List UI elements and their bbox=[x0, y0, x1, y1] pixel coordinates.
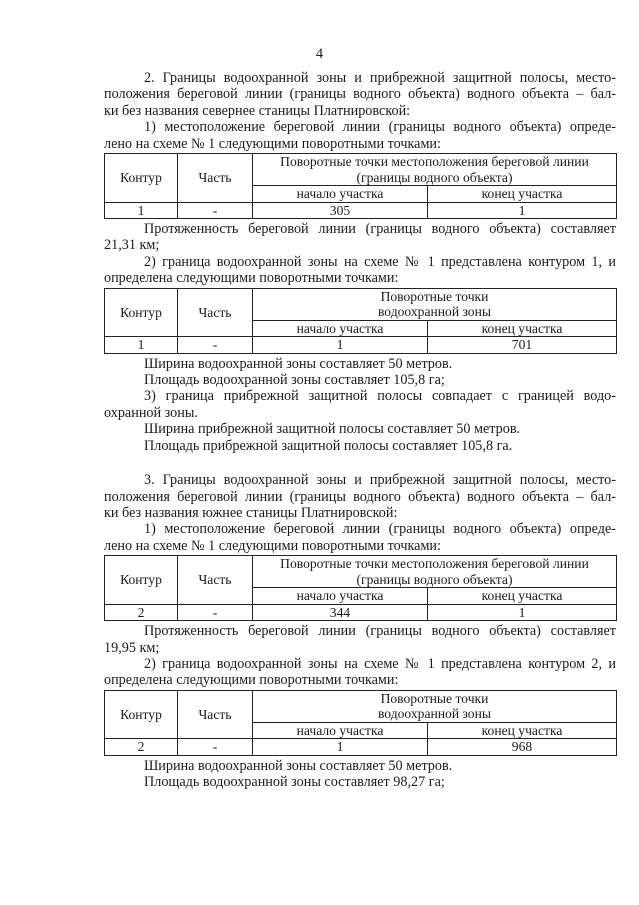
width-text: Ширина водоохранной зоны составляет 50 метров. bbox=[144, 757, 453, 774]
table-row bbox=[105, 337, 617, 354]
shoreline-points-table bbox=[104, 153, 617, 219]
header-line: Поворотные точки местоположения береговой линии bbox=[280, 556, 589, 572]
header-line: Поворотные точки bbox=[380, 288, 489, 304]
length-text: Протяженность береговой линии (границы водного объекта) составляет bbox=[144, 623, 616, 640]
section-2 bbox=[104, 70, 616, 454]
item-text: лено на схеме № 1 следующими поворотными точками: bbox=[104, 537, 441, 554]
col-header-start: начало участка bbox=[253, 588, 428, 605]
col-header-start: начало участка bbox=[253, 320, 428, 337]
cell-end: 1 bbox=[428, 604, 617, 621]
area-text: Площадь прибрежной защитной полосы составляет 105,8 га. bbox=[144, 437, 513, 454]
col-header-part: Часть bbox=[178, 690, 253, 739]
water-zone-points-table bbox=[104, 288, 617, 354]
cell-end: 1 bbox=[428, 202, 617, 219]
item-text: лено на схеме № 1 следующими поворотными точками: bbox=[104, 135, 441, 152]
header-line: Поворотные точки bbox=[380, 690, 489, 706]
shoreline-points-table bbox=[104, 555, 617, 621]
water-zone-points-table bbox=[104, 690, 617, 756]
cell-end: 701 bbox=[428, 337, 617, 354]
table-row bbox=[105, 202, 617, 219]
page-number: 4 bbox=[315, 46, 324, 62]
col-header-points bbox=[253, 556, 617, 588]
item-text: 3) граница прибрежной защитной полосы совпадает с границей водо- bbox=[144, 388, 616, 405]
section-heading-line: положения береговой линии (границы водного объекта) водного объекта – бал- bbox=[104, 488, 616, 505]
col-header-points bbox=[253, 154, 617, 186]
col-header-start: начало участка bbox=[253, 186, 428, 203]
cell-part: - bbox=[178, 604, 253, 621]
col-header-contour: Контур bbox=[105, 556, 178, 605]
item-text: 1) местоположение береговой линии (границы водного объекта) опреде- bbox=[144, 521, 616, 538]
cell-start: 344 bbox=[253, 604, 428, 621]
length-text: Протяженность береговой линии (границы водного объекта) составляет bbox=[144, 221, 616, 238]
cell-start: 1 bbox=[253, 337, 428, 354]
col-header-start: начало участка bbox=[253, 722, 428, 739]
cell-contour: 1 bbox=[105, 337, 178, 354]
header-line: Поворотные точки местоположения береговой линии bbox=[280, 154, 589, 170]
col-header-points bbox=[253, 288, 617, 320]
cell-part: - bbox=[178, 739, 253, 756]
table-row bbox=[105, 604, 617, 621]
section-heading-line: ки без названия севернее станицы Платнировской: bbox=[104, 102, 411, 119]
cell-contour: 1 bbox=[105, 202, 178, 219]
item-text: охранной зоны. bbox=[104, 404, 198, 421]
col-header-contour: Контур bbox=[105, 690, 178, 739]
section-heading-line: ки без названия южнее станицы Платнировской: bbox=[104, 504, 398, 521]
section-3 bbox=[104, 472, 616, 790]
cell-start: 305 bbox=[253, 202, 428, 219]
length-text: 21,31 км; bbox=[104, 237, 160, 254]
cell-part: - bbox=[178, 202, 253, 219]
table-row bbox=[105, 739, 617, 756]
area-text: Площадь водоохранной зоны составляет 105,8 га; bbox=[144, 372, 445, 389]
header-line: водоохранной зоны bbox=[377, 304, 492, 320]
item-text: 1) местоположение береговой линии (границы водного объекта) опреде- bbox=[144, 119, 616, 136]
section-heading-line: 2. Границы водоохранной зоны и прибрежной защитной полосы, место- bbox=[144, 70, 616, 86]
col-header-contour: Контур bbox=[105, 154, 178, 203]
col-header-part: Часть bbox=[178, 154, 253, 203]
cell-start: 1 bbox=[253, 739, 428, 756]
col-header-points bbox=[253, 690, 617, 722]
cell-contour: 2 bbox=[105, 739, 178, 756]
col-header-part: Часть bbox=[178, 556, 253, 605]
col-header-part: Часть bbox=[178, 288, 253, 337]
col-header-end: конец участка bbox=[428, 320, 617, 337]
width-text: Ширина водоохранной зоны составляет 50 метров. bbox=[144, 355, 453, 372]
header-line: (границы водного объекта) bbox=[356, 169, 513, 185]
cell-end: 968 bbox=[428, 739, 617, 756]
document-body bbox=[104, 70, 616, 791]
col-header-end: конец участка bbox=[428, 722, 617, 739]
col-header-contour: Контур bbox=[105, 288, 178, 337]
section-heading-line: положения береговой линии (границы водного объекта) водного объекта – бал- bbox=[104, 86, 616, 103]
cell-contour: 2 bbox=[105, 604, 178, 621]
header-line: водоохранной зоны bbox=[377, 706, 492, 722]
item-text: 2) граница водоохранной зоны на схеме № 1 представлена контуром 2, и bbox=[144, 655, 616, 672]
section-heading-line: 3. Границы водоохранной зоны и прибрежной защитной полосы, место- bbox=[144, 472, 616, 489]
item-text: 2) граница водоохранной зоны на схеме № 1 представлена контуром 1, и bbox=[144, 253, 616, 270]
col-header-end: конец участка bbox=[428, 186, 617, 203]
col-header-end: конец участка bbox=[428, 588, 617, 605]
width-text: Ширина прибрежной защитной полосы составляет 50 метров. bbox=[144, 421, 521, 438]
cell-part: - bbox=[178, 337, 253, 354]
area-text: Площадь водоохранной зоны составляет 98,27 га; bbox=[144, 774, 445, 791]
item-text: определена следующими поворотными точками: bbox=[104, 672, 399, 689]
length-text: 19,95 км; bbox=[104, 639, 160, 656]
header-line: (границы водного объекта) bbox=[356, 571, 513, 587]
item-text: определена следующими поворотными точками: bbox=[104, 270, 399, 287]
